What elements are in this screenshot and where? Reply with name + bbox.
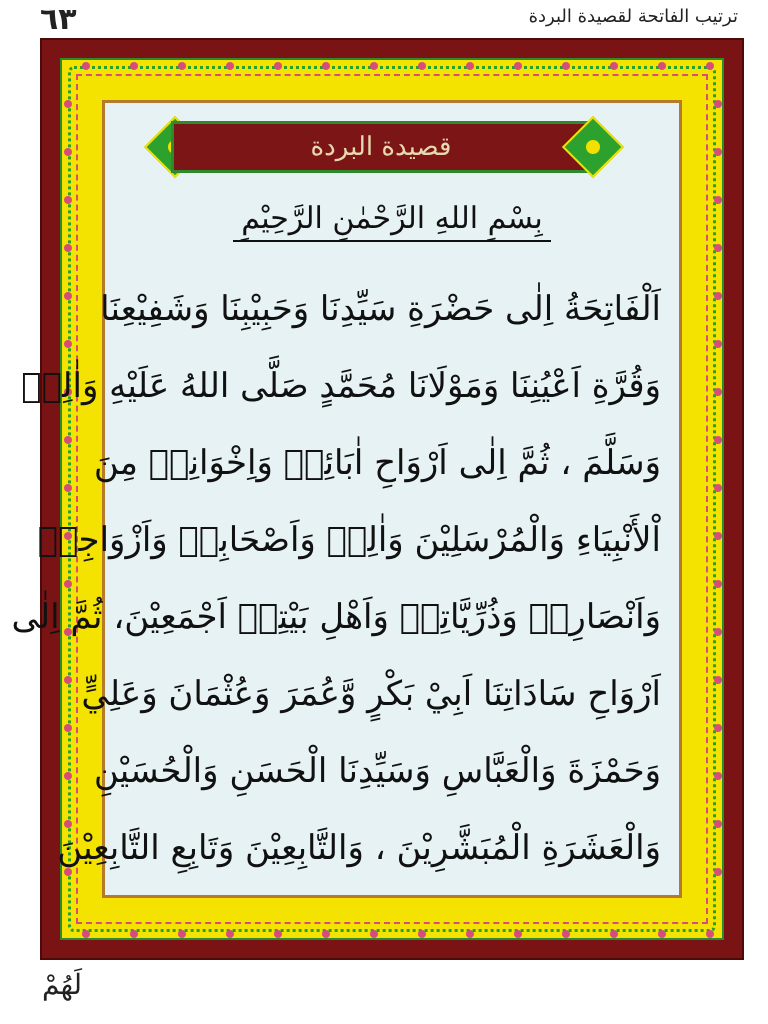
border-flower-icon <box>226 930 234 938</box>
border-flower-icon <box>274 930 282 938</box>
border-flower-icon <box>64 436 72 444</box>
border-flower-icon <box>610 930 618 938</box>
text-line-8: وَالْعَشَرَةِ الْمُبَشَّرِيْنَ ، وَالتَّابِعِيْنَ وَتَابِعِ التَّابِعِيْنَ <box>57 828 661 868</box>
border-flower-icon <box>130 62 138 70</box>
border-flower-icon <box>714 388 722 396</box>
border-flower-icon <box>64 148 72 156</box>
border-flower-icon <box>714 244 722 252</box>
frame-border-band <box>11 58 724 940</box>
border-flower-icon <box>466 930 474 938</box>
border-flower-icon <box>418 930 426 938</box>
text-line-2: وَقُرَّةِ اَعْيُنِنَا وَمَوْلَانَا مُحَمَّدٍ صَلَّى اللهُ عَلَيْهِ وَاٰلِهٖ <box>21 366 661 406</box>
basmala-text: بِسْمِ اللهِ الرَّحْمٰنِ الرَّحِيْمِ <box>233 201 551 242</box>
border-flower-icon <box>322 930 330 938</box>
border-flower-icon <box>418 62 426 70</box>
border-flower-icon <box>64 484 72 492</box>
border-flower-icon <box>178 62 186 70</box>
text-line-3: وَسَلَّمَ ، ثُمَّ اِلٰى اَرْوَاحِ اٰبَائِهٖ وَاِخْوَانِهٖ مِنَ <box>93 443 661 483</box>
border-flower-icon <box>714 676 722 684</box>
page-number: ٦٣ <box>40 2 77 37</box>
border-flower-icon <box>714 532 722 540</box>
border-flower-icon <box>514 930 522 938</box>
border-flower-icon <box>82 62 90 70</box>
border-flower-icon <box>64 340 72 348</box>
border-flower-icon <box>82 930 90 938</box>
border-flower-icon <box>370 62 378 70</box>
border-flower-icon <box>714 196 722 204</box>
border-flower-icon <box>466 62 474 70</box>
border-flower-icon <box>714 580 722 588</box>
border-flower-icon <box>64 676 72 684</box>
text-line-7: وَحَمْزَةَ وَالْعَبَّاسِ وَسَيِّدِنَا الْحَسَنِ وَالْحُسَيْنِ <box>93 751 661 791</box>
border-flower-icon <box>610 62 618 70</box>
border-flower-icon <box>714 100 722 108</box>
title-banner <box>171 121 591 173</box>
border-flower-icon <box>714 868 722 876</box>
border-flower-icon <box>714 148 722 156</box>
border-flower-icon <box>64 244 72 252</box>
border-flower-icon <box>714 436 722 444</box>
text-line-4: اْلأَنْبِيَاءِ وَالْمُرْسَلِيْنَ وَاٰلِهٖ وَاَصْحَابِهٖ وَاَزْوَاجِهٖ <box>37 520 661 560</box>
border-flower-icon <box>64 100 72 108</box>
border-flower-icon <box>714 772 722 780</box>
border-flower-icon <box>562 930 570 938</box>
border-flower-icon <box>322 62 330 70</box>
text-panel <box>11 100 682 898</box>
border-flower-icon <box>658 62 666 70</box>
border-flower-icon <box>706 930 714 938</box>
border-flower-icon <box>714 724 722 732</box>
border-flower-icon <box>64 196 72 204</box>
border-flower-icon <box>514 62 522 70</box>
border-flower-icon <box>562 62 570 70</box>
catchword: لَهُمْ <box>42 968 83 1001</box>
border-flower-icon <box>64 772 72 780</box>
border-flower-icon <box>714 820 722 828</box>
border-flower-icon <box>274 62 282 70</box>
border-flower-icon <box>370 930 378 938</box>
border-flower-icon <box>714 340 722 348</box>
banner-title: قصيدة البردة <box>310 132 452 162</box>
border-flower-icon <box>64 724 72 732</box>
running-header: ترتيب الفاتحة لقصيدة البردة <box>528 6 738 27</box>
border-flower-icon <box>130 930 138 938</box>
text-line-5: وَاَنْصَارِهٖ وَذُرِّيَّاتِهٖ وَاَهْلِ بَيْتِهٖ اَجْمَعِيْنَ، ثُمَّ اِلٰى <box>11 597 661 637</box>
border-flower-icon <box>714 484 722 492</box>
border-flower-icon <box>706 62 714 70</box>
border-flower-icon <box>178 930 186 938</box>
text-body <box>11 271 661 887</box>
border-flower-icon <box>658 930 666 938</box>
basmala <box>105 201 679 236</box>
border-flower-icon <box>226 62 234 70</box>
border-flower-icon <box>714 628 722 636</box>
border-flower-icon <box>64 292 72 300</box>
ornamental-frame <box>11 38 744 960</box>
text-line-6: اَرْوَاحِ سَادَاتِنَا اَبِيْ بَكْرٍ وَّعُمَرَ وَعُثْمَانَ وَعَلِيٍّ <box>81 674 661 714</box>
border-flower-icon <box>714 292 722 300</box>
text-line-1: اَلْفَاتِحَةُ اِلٰى حَضْرَةِ سَيِّدِنَا وَحَبِيْبِنَا وَشَفِيْعِنَا <box>100 289 661 329</box>
